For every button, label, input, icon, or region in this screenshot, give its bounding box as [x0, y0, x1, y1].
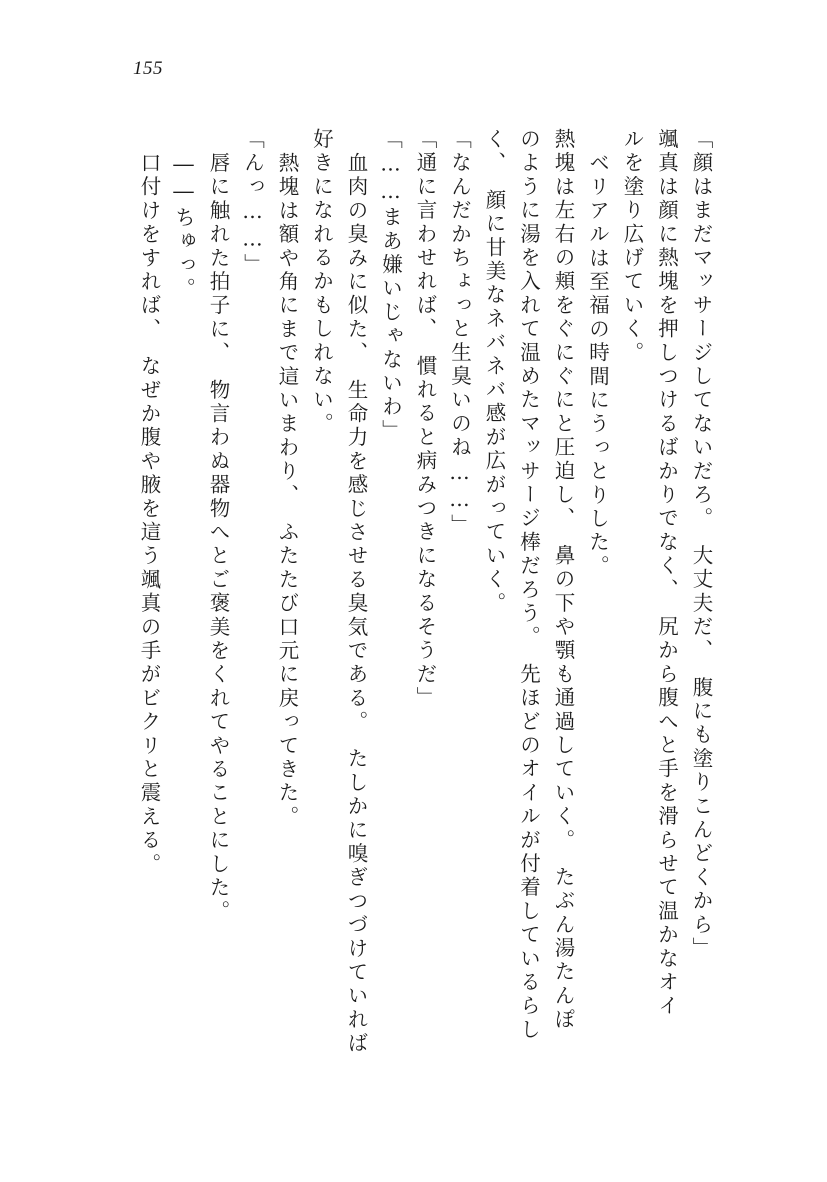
page-number: 155: [133, 58, 163, 79]
text-line: 「……まあ嫌いじゃないわ」: [378, 128, 403, 444]
text-line: 「なんだかちょっと生臭いのね……」: [447, 128, 472, 538]
vertical-text-body: [86, 128, 711, 1093]
text-line: 口付けをすれば、 なぜか腹や腋を這う颯真の手がビクリと震える。: [137, 152, 161, 877]
text-line: 好きになれるかもしれない。: [309, 128, 334, 437]
text-line: ベリアルは至福の時間にうっとりした。: [585, 152, 610, 579]
text-line: 「通に言わせれば、 慣れると病みつきになるそうだ」: [413, 128, 437, 711]
text-line: のように湯を入れて温めたマッサージ棒だろう。 先ほどのオイルが付着しているらし: [516, 128, 541, 1043]
text-line: 熱塊は左右の頬をぐにぐにと圧迫し、 鼻の下や顎も通過していく。 たぶん湯たんぽ: [551, 128, 575, 1032]
text-line: 「顔はまだマッサージしてないだろ。 大丈夫だ、 腹にも塗りこんどくから」: [689, 128, 713, 961]
text-line: ルを塗り広げていく。: [620, 128, 644, 365]
text-line: 熱塊は額や角にまで這いまわり、 ふたたび口元に戻ってきた。: [275, 152, 299, 830]
text-line: く、 顔に甘美なネバネバ感が広がっていく。: [482, 128, 506, 616]
text-line: 颯真は顔に熱塊を押しつけるばかりでなく、 尻から腹へと手を滑らせて温かなオイ: [654, 128, 679, 1019]
text-line: ――ちゅっ。: [171, 152, 196, 302]
text-line: 「んっ……」: [240, 128, 265, 278]
text-line: 唇に触れた拍子に、 物言わぬ器物へとご褒美をくれてやることにした。: [206, 152, 230, 924]
text-line: 血肉の臭みに似た、 生命力を感じさせる臭気である。 たしかに嗅ぎつづけていれば: [344, 152, 368, 1056]
